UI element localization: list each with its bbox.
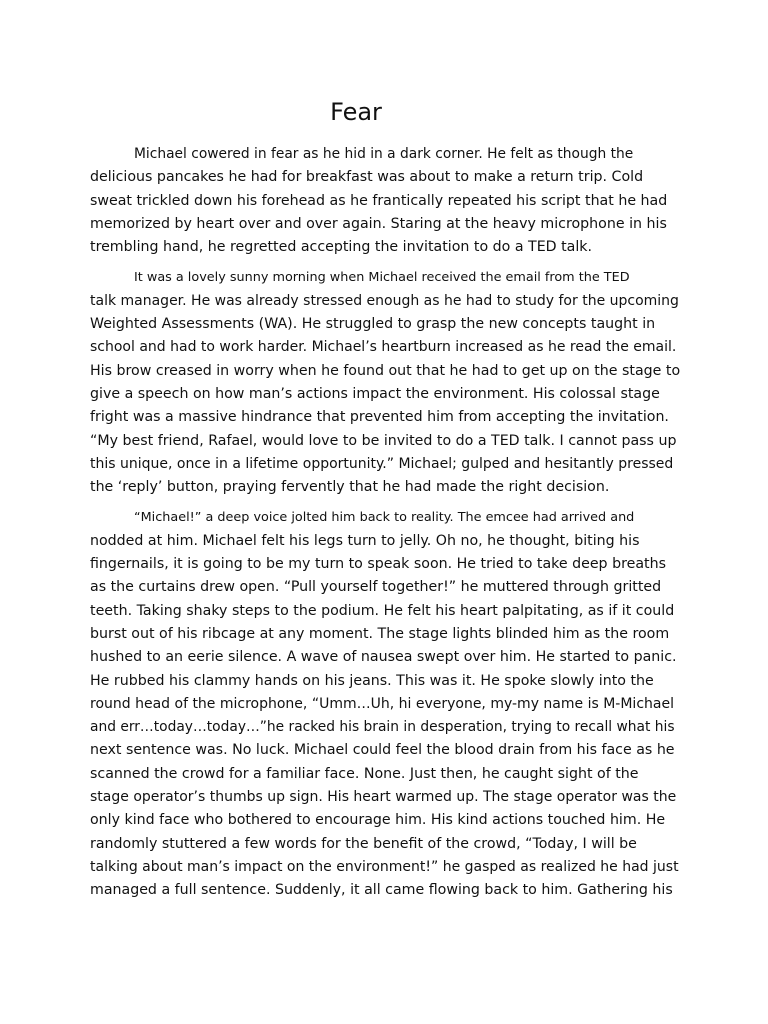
page-title: Fear	[330, 98, 382, 126]
essay-body	[90, 143, 680, 910]
text-line: Weighted Assessments (WA). He struggled to grasp the new concepts taught in	[90, 316, 656, 333]
text-line: the ‘reply’ button, praying fervently that he had made the right decision.	[90, 479, 610, 496]
text-line: stage operator’s thumbs up sign. His heart warmed up. The stage operator was the	[90, 789, 677, 806]
text-line: randomly stuttered a few words for the benefit of the crowd, “Today, I will be	[90, 835, 637, 852]
text-line: this unique, once in a lifetime opportunity.” Michael; gulped and hesitantly pressed	[90, 455, 674, 472]
text-line: scanned the crowd for a familiar face. None. Just then, he caught sight of the	[90, 765, 639, 782]
text-line: It was a lovely sunny morning when Michael received the email from the TED	[134, 270, 630, 286]
paragraph	[90, 143, 680, 259]
text-line: round head of the microphone, “Umm…Uh, hi everyone, my-my name is M-Michael	[90, 695, 674, 712]
text-line: teeth. Taking shaky steps to the podium. He felt his heart palpitating, as if it could	[90, 602, 675, 619]
text-line: managed a full sentence. Suddenly, it all came flowing back to him. Gathering his	[90, 882, 673, 899]
text-line: His brow creased in worry when he found out that he had to get up on the stage to	[90, 362, 681, 379]
text-line: next sentence was. No luck. Michael could feel the blood drain from his face as he	[90, 742, 675, 759]
text-line: memorized by heart over and over again. Staring at the heavy microphone in his	[90, 215, 667, 232]
text-line: as the curtains drew open. “Pull yourself together!” he muttered through gritted	[90, 579, 662, 596]
text-line: fingernails, it is going to be my turn to speak soon. He tried to take deep breaths	[90, 556, 666, 573]
text-line: fright was a massive hindrance that prevented him from accepting the invitation.	[90, 409, 669, 426]
paragraph	[90, 266, 680, 499]
text-line: “My best friend, Rafael, would love to be invited to do a TED talk. I cannot pass up	[90, 432, 677, 449]
text-line: Michael cowered in fear as he hid in a dark corner. He felt as though the	[134, 146, 634, 162]
text-line: hushed to an eerie silence. A wave of nausea swept over him. He started to panic.	[90, 649, 677, 666]
text-line: talk manager. He was already stressed enough as he had to study for the upcoming	[90, 292, 679, 309]
text-line: He rubbed his clammy hands on his jeans. This was it. He spoke slowly into the	[90, 672, 654, 689]
text-line: talking about man’s impact on the environment!” he gasped as realized he had just	[90, 858, 679, 875]
text-line: and err…today…today…”he racked his brain in desperation, trying to recall what his	[90, 719, 675, 736]
paragraph	[90, 506, 680, 902]
text-line: school and had to work harder. Michael’s heartburn increased as he read the email.	[90, 339, 677, 356]
text-line: sweat trickled down his forehead as he frantically repeated his script that he had	[90, 192, 668, 209]
text-line: “Michael!” a deep voice jolted him back to reality. The emcee had arrived and	[134, 510, 635, 526]
text-line: nodded at him. Michael felt his legs turn to jelly. Oh no, he thought, biting his	[90, 532, 640, 549]
text-line: trembling hand, he regretted accepting the invitation to do a TED talk.	[90, 239, 593, 256]
text-line: only kind face who bothered to encourage him. His kind actions touched him. He	[90, 812, 666, 829]
text-line: give a speech on how man’s actions impact the environment. His colossal stage	[90, 385, 660, 402]
text-line: burst out of his ribcage at any moment. The stage lights blinded him as the room	[90, 625, 670, 642]
text-line: delicious pancakes he had for breakfast was about to make a return trip. Cold	[90, 169, 644, 186]
